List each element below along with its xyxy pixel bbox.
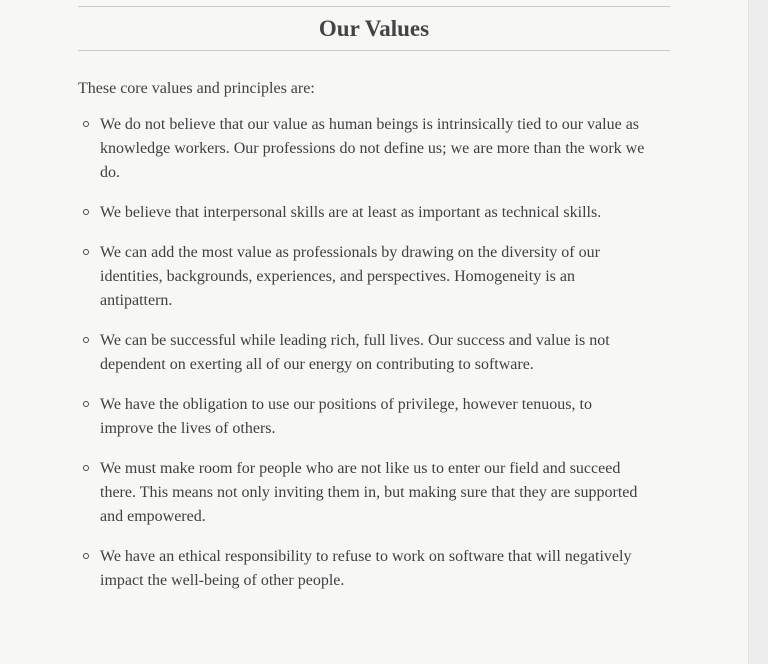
circle-bullet-icon bbox=[83, 209, 89, 215]
values-list bbox=[78, 113, 670, 593]
circle-bullet-icon bbox=[83, 249, 89, 255]
value-text: We have the obligation to use our positions of privilege, however tenuous, to improve the lives of others. bbox=[100, 396, 592, 437]
value-text: We must make room for people who are not like us to enter our field and succeed there. This means not only inviting them in, but making sure that they are supported and empowered. bbox=[100, 460, 638, 525]
intro-text: These core values and principles are: bbox=[78, 80, 315, 97]
value-item bbox=[78, 241, 648, 313]
section-heading bbox=[78, 6, 670, 51]
value-text: We have an ethical responsibility to refuse to work on software that will negatively impact the well-being of other people. bbox=[100, 548, 632, 589]
section-title: Our Values bbox=[318, 16, 430, 41]
circle-bullet-icon bbox=[83, 337, 89, 343]
value-item bbox=[78, 329, 648, 377]
right-side-panel bbox=[748, 0, 768, 664]
circle-bullet-icon bbox=[83, 553, 89, 559]
value-item bbox=[78, 113, 648, 185]
value-item bbox=[78, 393, 648, 441]
circle-bullet-icon bbox=[83, 401, 89, 407]
value-text: We believe that interpersonal skills are at least as important as technical skills. bbox=[100, 204, 602, 221]
main-content bbox=[78, 0, 670, 609]
value-text: We do not believe that our value as human beings is intrinsically tied to our value as knowledge workers. Our professions do not define us; we are more than the work we do. bbox=[100, 116, 645, 181]
value-text: We can add the most value as professionals by drawing on the diversity of our identities, backgrounds, experiences, and perspectives. Homogeneity is an antipattern. bbox=[100, 244, 600, 309]
value-text: We can be successful while leading rich, full lives. Our success and value is not dependent on exerting all of our energy on contributing to software. bbox=[100, 332, 610, 373]
value-item bbox=[78, 457, 648, 529]
circle-bullet-icon bbox=[83, 121, 89, 127]
value-item bbox=[78, 201, 648, 225]
value-item bbox=[78, 545, 648, 593]
circle-bullet-icon bbox=[83, 465, 89, 471]
